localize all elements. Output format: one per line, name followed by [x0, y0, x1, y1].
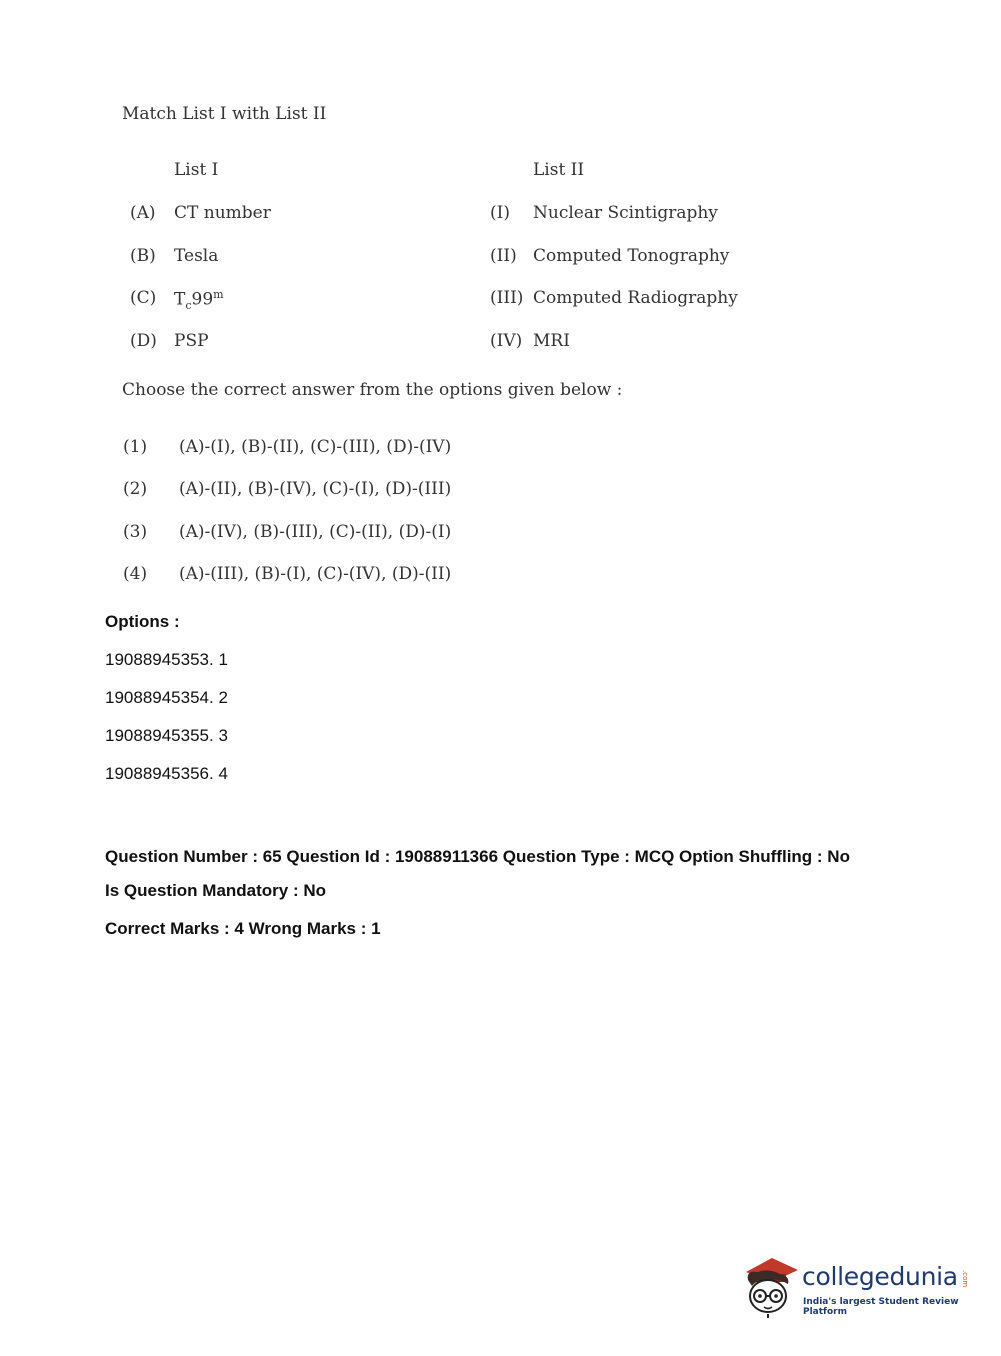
list1-key-c: (C) [130, 288, 157, 308]
answer-text-3: (A)-(IV), (B)-(III), (C)-(II), (D)-(I) [179, 522, 452, 542]
options-heading: Options : [105, 612, 180, 631]
list1-item-b: Tesla [174, 246, 219, 266]
list1-item-d: PSP [174, 331, 209, 351]
answer-text-2: (A)-(II), (B)-(IV), (C)-(I), (D)-(III) [179, 479, 452, 499]
list2-key-4: (IV) [490, 331, 523, 351]
answer-num-3: (3) [123, 522, 148, 542]
list1-item-a: CT number [174, 203, 271, 223]
question-intro: Match List I with List II [122, 104, 327, 124]
question-meta-line-1: Question Number : 65 Question Id : 19088911366 Question Type : MCQ Option Shuffling : No [105, 847, 850, 866]
logo-wordmark: collegedunia [802, 1262, 958, 1291]
list2-key-2: (II) [490, 246, 517, 266]
list2-key-1: (I) [490, 203, 510, 223]
answer-num-1: (1) [123, 437, 148, 457]
collegedunia-logo [740, 1250, 980, 1320]
option-item-2: 19088945354. 2 [105, 688, 228, 707]
question-meta-line-2: Is Question Mandatory : No [105, 881, 327, 900]
list2-item-2: Computed Tonography [533, 246, 730, 266]
logo-domain-suffix: .com [961, 1270, 969, 1288]
list2-header: List II [533, 160, 585, 180]
tc-superscript: m [213, 288, 224, 301]
tc-symbol: T [174, 289, 186, 310]
option-item-4: 19088945356. 4 [105, 764, 228, 783]
option-item-3: 19088945355. 3 [105, 726, 228, 745]
question-meta-line-3: Correct Marks : 4 Wrong Marks : 1 [105, 919, 381, 938]
list1-header: List I [174, 160, 219, 180]
tc-number: 99 [191, 289, 214, 310]
tc-subscript: c [185, 299, 192, 313]
list2-item-1: Nuclear Scintigraphy [533, 203, 718, 223]
answer-num-2: (2) [123, 479, 148, 499]
list1-key-a: (A) [130, 203, 156, 223]
list1-item-c [174, 288, 224, 312]
list2-item-3: Computed Radiography [533, 288, 738, 308]
list2-key-3: (III) [490, 288, 524, 308]
mascot-icon [740, 1250, 802, 1320]
option-item-1: 19088945353. 1 [105, 650, 228, 669]
choose-instruction: Choose the correct answer from the options given below : [122, 380, 623, 400]
answer-text-1: (A)-(I), (B)-(II), (C)-(III), (D)-(IV) [179, 437, 452, 457]
answer-num-4: (4) [123, 564, 148, 584]
answer-text-4: (A)-(III), (B)-(I), (C)-(IV), (D)-(II) [179, 564, 452, 584]
list1-key-d: (D) [130, 331, 157, 351]
logo-tagline: India's largest Student Review Platform [803, 1297, 959, 1317]
list2-item-4: MRI [533, 331, 570, 351]
list1-key-b: (B) [130, 246, 156, 266]
